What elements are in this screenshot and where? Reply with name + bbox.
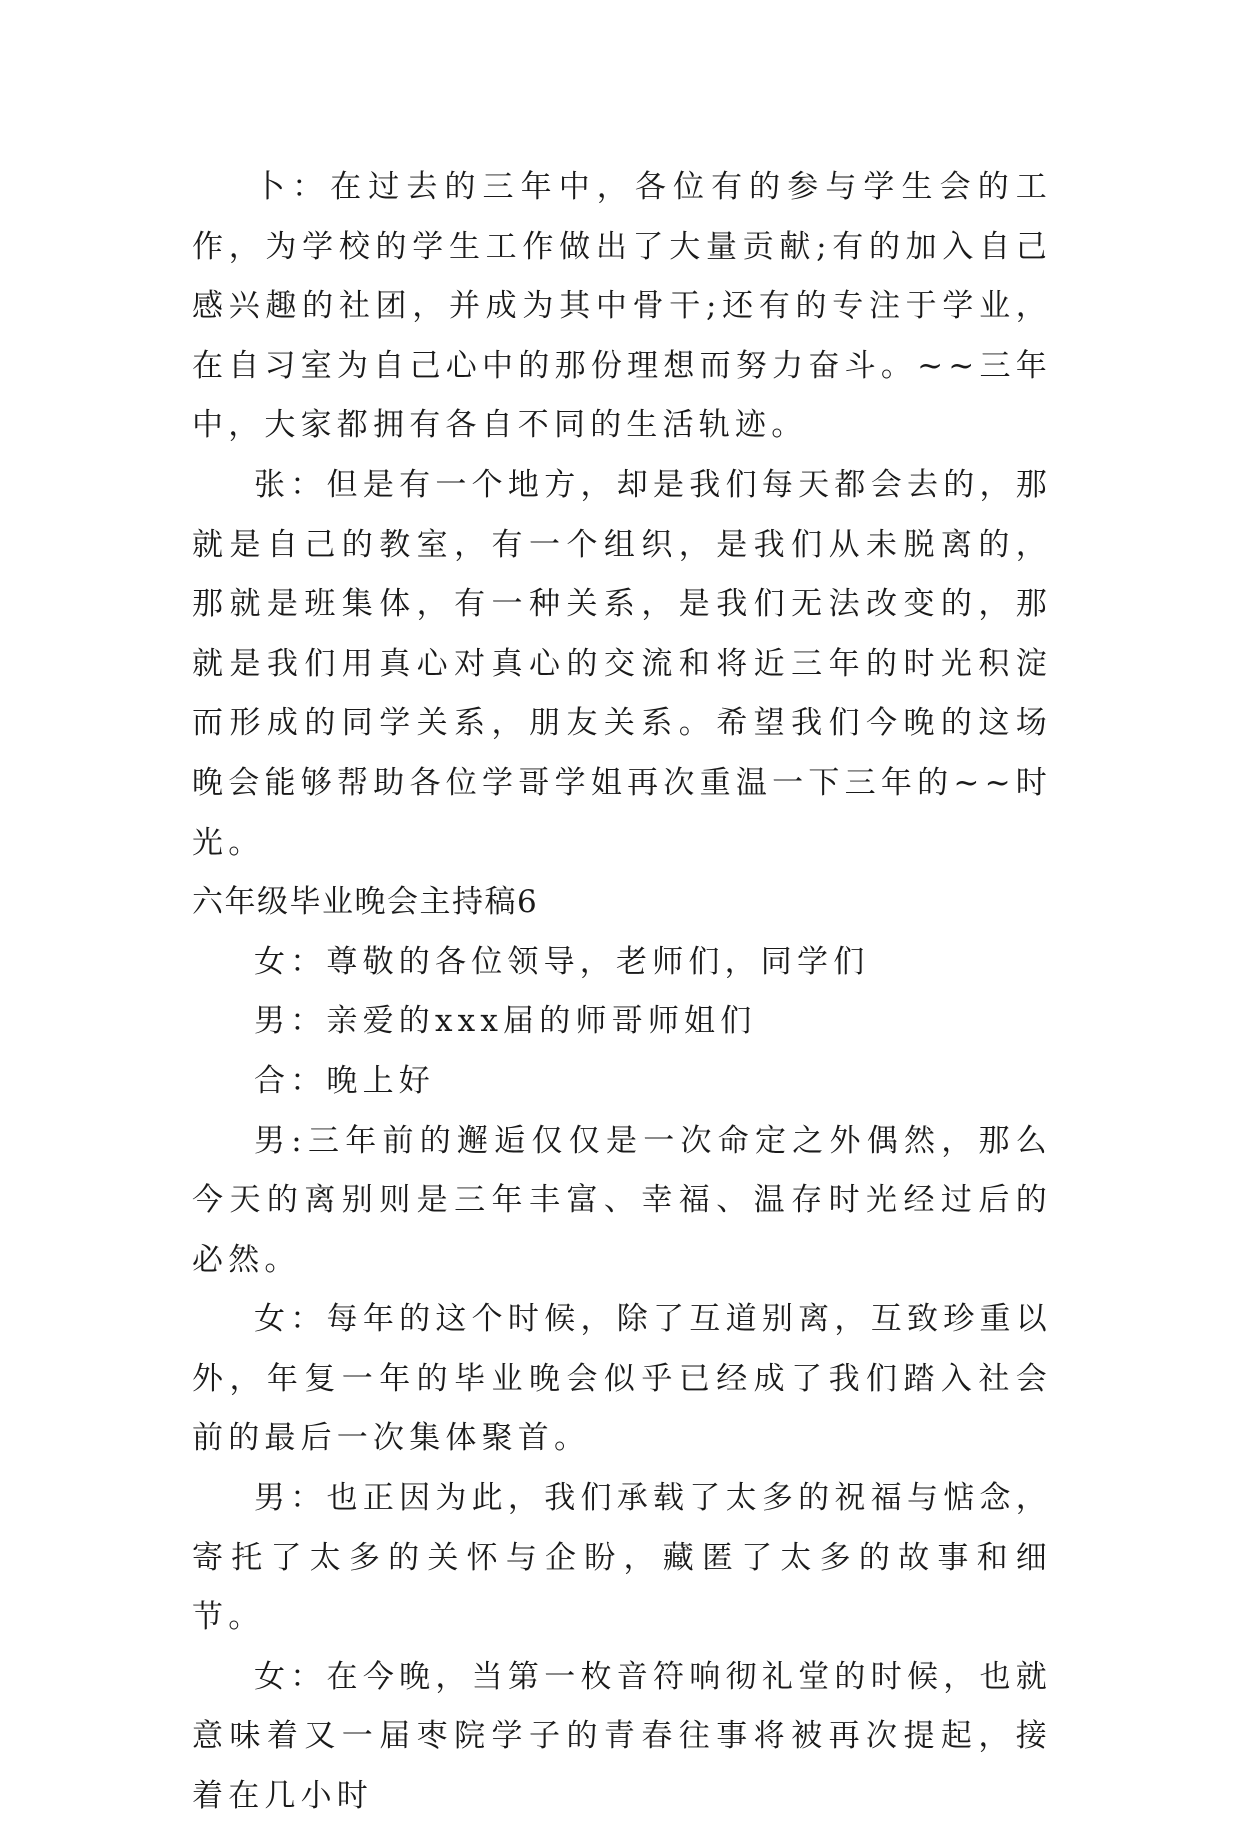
paragraph-male-encounter: 男:三年前的邂逅仅仅是一次命定之外偶然，那么今天的离别则是三年丰富、幸福、温存时光经过后的必然。 — [192, 1122, 1052, 1278]
paragraph-female-gathering: 女：每年的这个时候，除了互道别离，互致珍重以外，年复一年的毕业晚会似乎已经成了我们踏入社会前的最后一次集体聚首。 — [192, 1301, 1052, 1457]
paragraph-zhang-speech: 张：但是有一个地方，却是我们每天都会去的，那就是自己的教室，有一个组织，是我们从未脱离的，那就是班集体，有一种关系，是我们无法改变的，那就是我们用真心对真心的交流和将近三年的时光积淀而形成的同学关系，朋友关系。希望我们今晚的这场晚会能够帮助各位学哥学姐再次重温一下三年的~~时光。 — [192, 466, 1052, 861]
paragraph-male-greeting: 男：亲爱的xxx届的师哥师姐们 — [254, 1003, 757, 1040]
document-body — [192, 158, 1052, 1827]
paragraph-together-greeting: 合：晚上好 — [254, 1062, 435, 1099]
paragraph-female-greeting: 女：尊敬的各位领导，老师们，同学们 — [254, 943, 870, 980]
section-heading: 六年级毕业晚会主持稿6 — [192, 884, 539, 921]
paragraph-bu-speech: 卜：在过去的三年中，各位有的参与学生会的工作，为学校的学生工作做出了大量贡献;有的加入自己感兴趣的社团，并成为其中骨干;还有的专注于学业，在自习室为自己心中的那份理想而努力奋斗。~~三年中，大家都拥有各自不同的生活轨迹。 — [192, 169, 1052, 444]
paragraph-female-tonight: 女：在今晚，当第一枚音符响彻礼堂的时候，也就意味着又一届枣院学子的青春往事将被再次提起，接着在几小时 — [192, 1658, 1052, 1815]
paragraph-male-blessings: 男：也正因为此，我们承载了太多的祝福与惦念，寄托了太多的关怀与企盼，藏匿了太多的故事和细节。 — [192, 1480, 1052, 1636]
